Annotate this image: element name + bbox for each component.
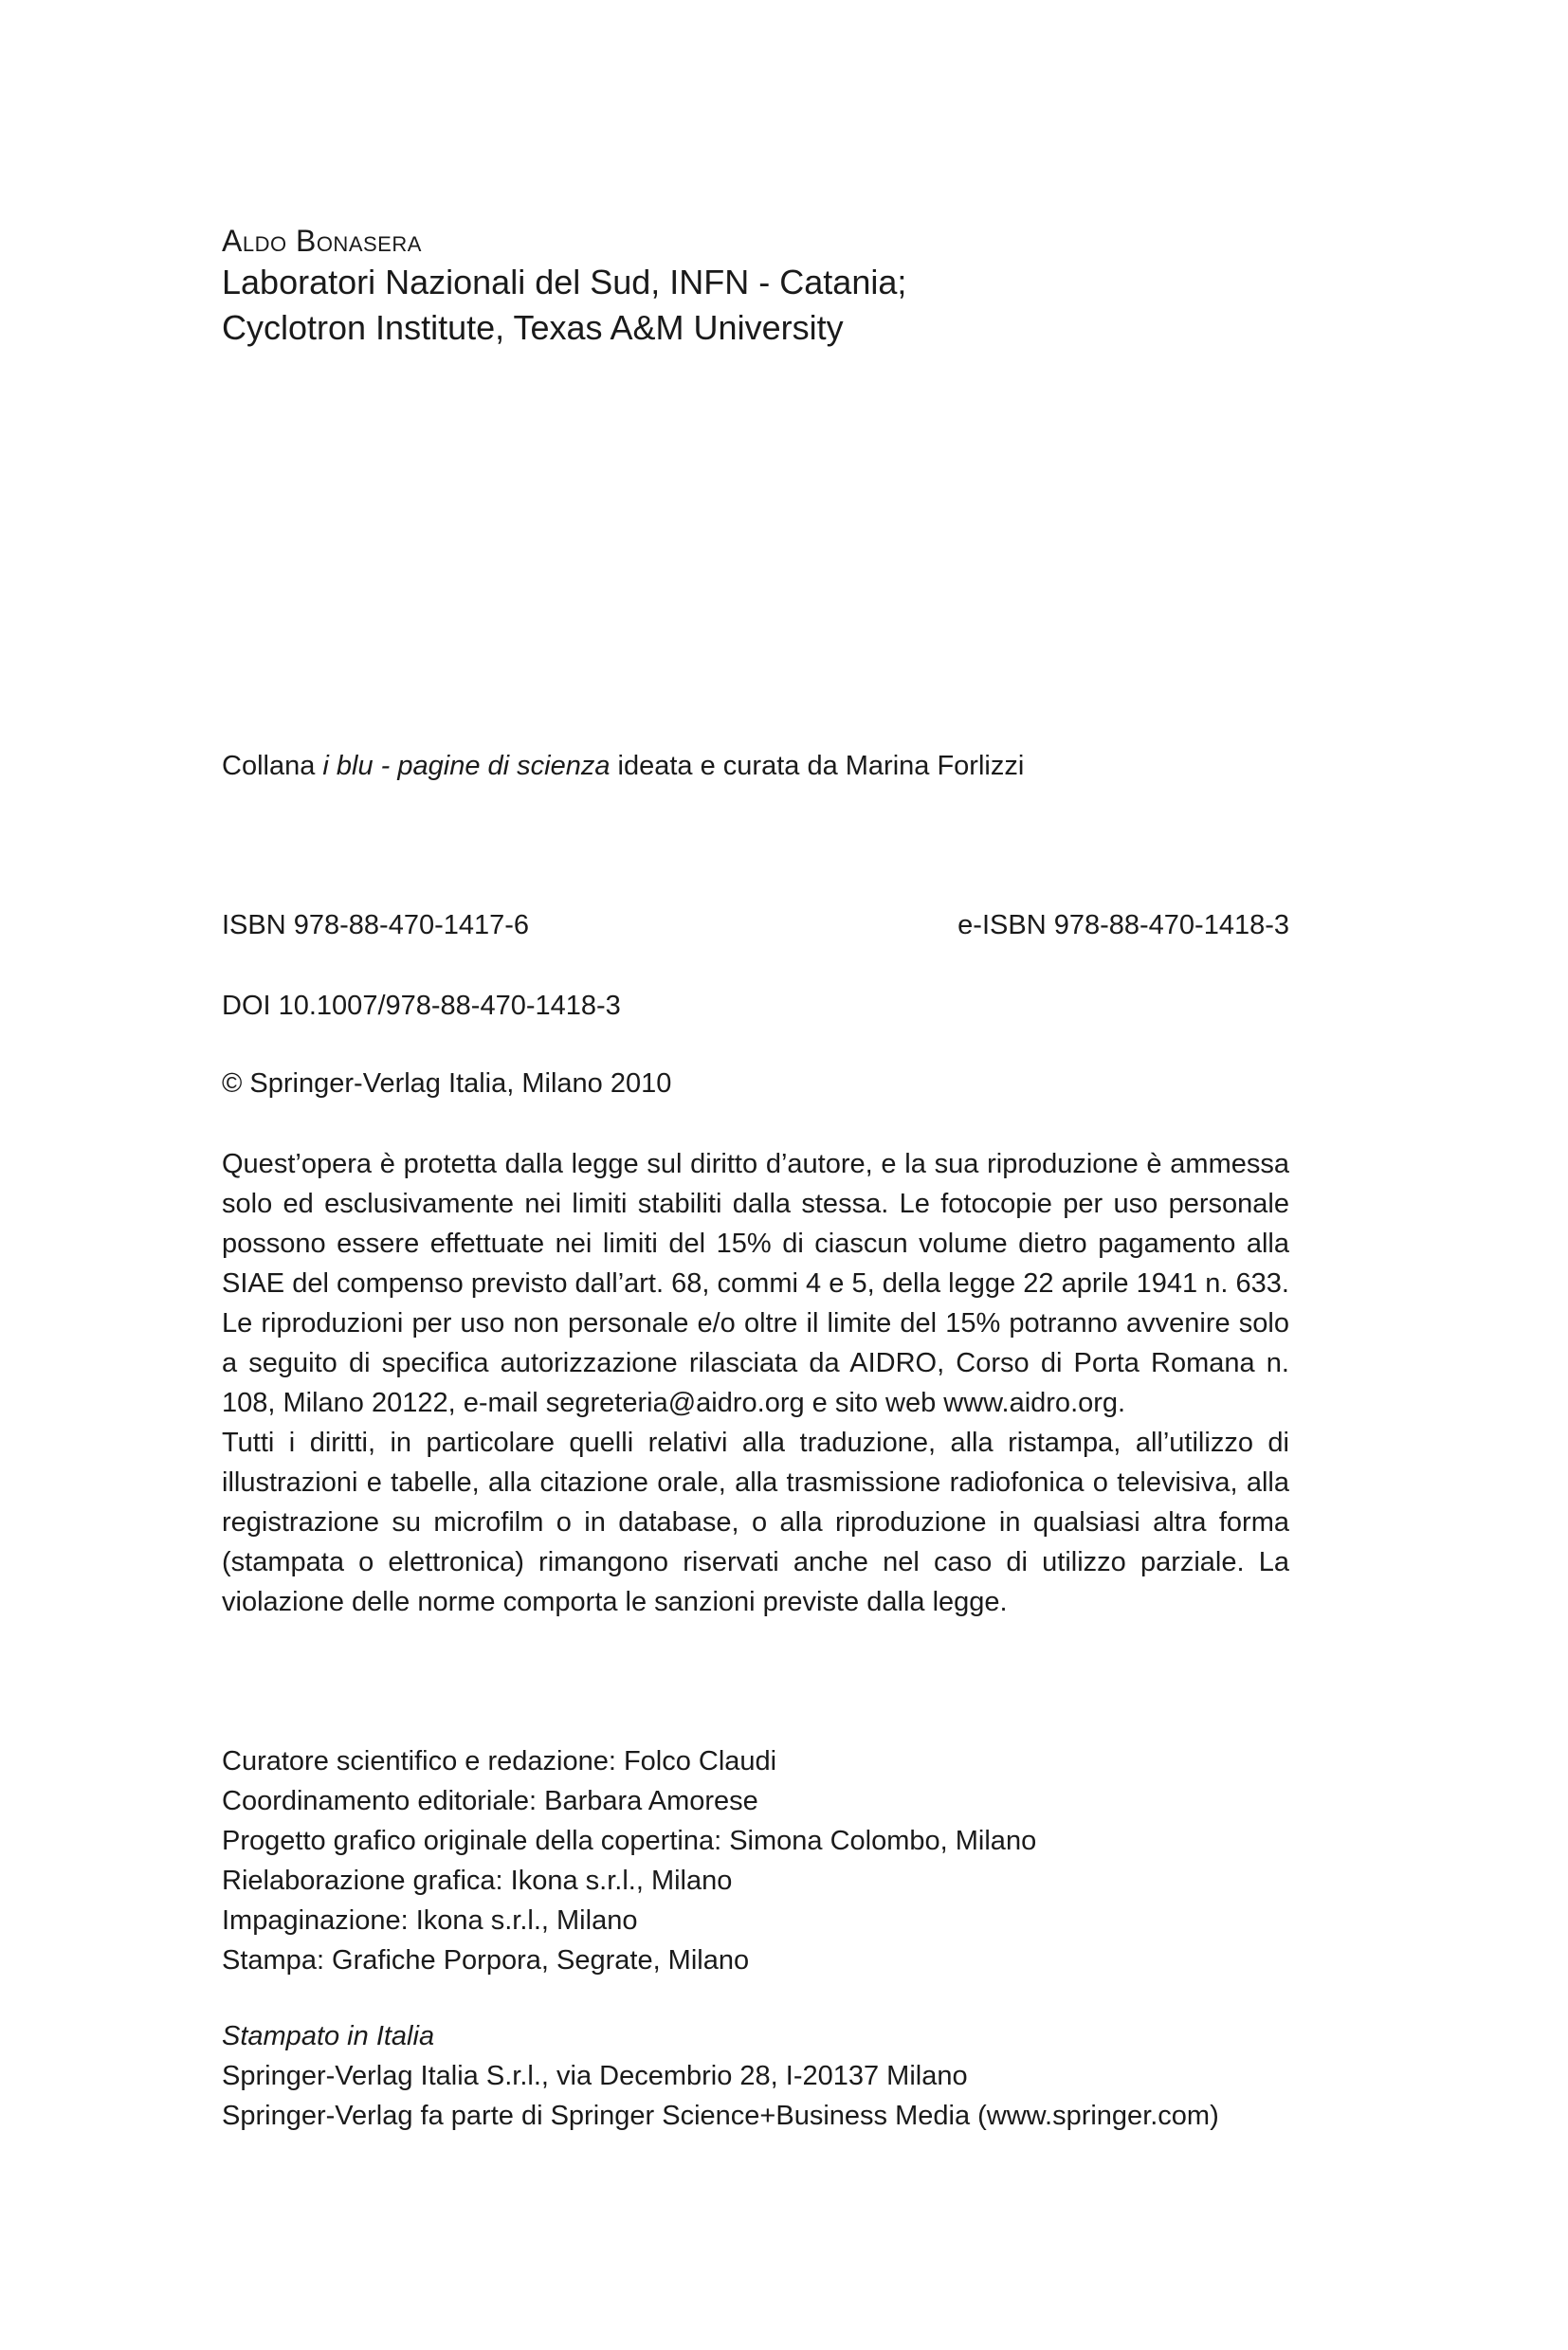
credit-line: Stampa: Grafiche Porpora, Segrate, Milano [222, 1945, 750, 1976]
printed-in-text: Stampato in Italia [222, 2021, 435, 2051]
credit-line: Impaginazione: Ikona s.r.l., Milano [222, 1905, 638, 1936]
series-line [222, 746, 1289, 786]
author-name: Aldo Bonasera [222, 224, 422, 258]
isbn: ISBN 978-88-470-1417-6 [222, 910, 530, 940]
printed-in [222, 2016, 1289, 2056]
credits-list [222, 1741, 1289, 1980]
credit-line: Rielaborazione grafica: Ikona s.r.l., Milano [222, 1866, 733, 1896]
credit-line: Coordinamento editoriale: Barbara Amorese [222, 1786, 758, 1816]
credit-line: Progetto grafico originale della copertina: Simona Colombo, Milano [222, 1826, 1037, 1856]
doi: DOI 10.1007/978-88-470-1418-3 [222, 991, 621, 1021]
author-block [222, 222, 1289, 351]
affiliation-line: Cyclotron Institute, Texas A&M University [222, 308, 844, 347]
publisher-address: Springer-Verlag Italia S.r.l., via Decembrio 28, I-20137 Milano [222, 2061, 968, 2091]
copyright-notice: © Springer-Verlag Italia, Milano 2010 [222, 1068, 672, 1099]
legal-paragraph: Quest’opera è protetta dalla legge sul diritto d’autore, e la sua riproduzione è ammessa solo ed esclusivamente nei limiti stabiliti dalla stessa. Le fotocopie per uso personale possono essere effettuate nei limiti del 15% di ciascun volume dietro pagamento alla SIAE del compenso previsto dall’art. 68, commi 4 e 5, della legge 22 aprile 1941 n. 633. Le riproduzioni per uso non personale e/o oltre il limite del 15% potranno avvenire solo a seguito di specifica autorizzazione rilasciata da AIDRO, Corso di Porta Romana n. 108, Milano 20122, e-mail segreteria@aidro.org e sito web www.aidro.org. [222, 1149, 1289, 1418]
eisbn: e-ISBN 978-88-470-1418-3 [957, 910, 1289, 940]
legal-paragraph: Tutti i diritti, in particolare quelli relativi alla traduzione, alla ristampa, all’utilizzo di illustrazioni e tabelle, alla citazione orale, alla trasmissione radiofonica o televisiva, alla registrazione su microfilm o in database, o alla riproduzione in qualsiasi altra forma (stampata o elettronica) rimangono riservati anche nel caso di utilizzo parziale. La violazione delle norme comporta le sanzioni previste dalla legge. [222, 1428, 1289, 1617]
isbn-row [222, 905, 1289, 945]
publisher-group: Springer-Verlag fa parte di Springer Science+Business Media (www.springer.com) [222, 2101, 1219, 2131]
affiliation-line: Laboratori Nazionali del Sud, INFN - Catania; [222, 263, 907, 301]
legal-notice [222, 1144, 1289, 1622]
series-prefix: Collana [222, 751, 323, 781]
series-suffix: ideata e curata da Marina Forlizzi [610, 751, 1025, 781]
series-title: i blu - pagine di scienza [322, 751, 611, 781]
imprint-block [222, 2016, 1289, 2136]
credit-line: Curatore scientifico e redazione: Folco Claudi [222, 1746, 777, 1776]
